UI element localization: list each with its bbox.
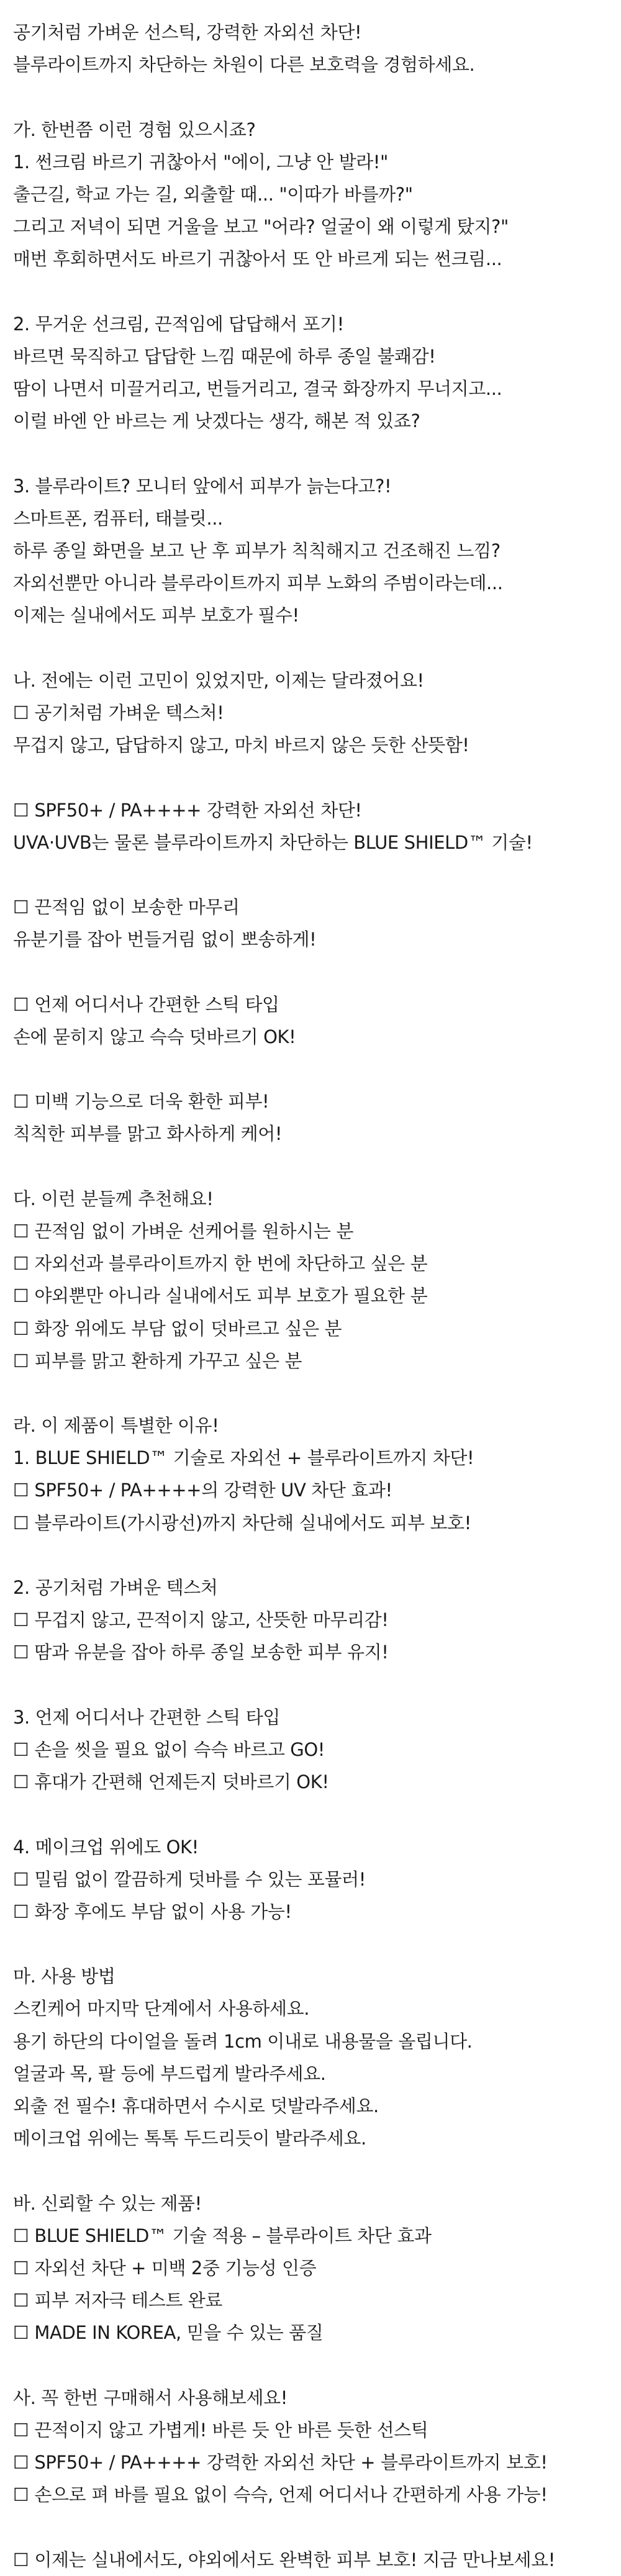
text-line: ☐ BLUE SHIELD™ 기술 적용 – 블루라이트 차단 효과 [13,2225,432,2246]
text-line: 2. 공기처럼 가벼운 텍스처 [13,1577,218,1598]
blank-line [13,1150,621,1183]
text-line: ☐ 무겁지 않고, 끈적이지 않고, 산뜻한 마무리감! [13,1609,389,1631]
text-line: ☐ 이제는 실내에서도, 야외에서도 완벽한 피부 보호! 지금 만나보세요! [13,2549,555,2570]
text-line: 가. 한번쯤 이런 경험 있으시죠? [13,119,256,140]
text-line: ☐ 공기처럼 가벼운 텍스처! [13,702,224,723]
text-line: 바르면 묵직하고 답답한 느낌 때문에 하루 종일 불쾌감! [13,345,436,367]
blank-line [13,761,621,793]
text-line: ☐ 손으로 펴 바를 필요 없이 슥슥, 언제 어디서나 간편하게 사용 가능! [13,2484,548,2506]
blank-line [13,2154,621,2187]
text-line: 땀이 나면서 미끌거리고, 번들거리고, 결국 화장까지 무너지고... [13,378,502,400]
text-line: 1. BLUE SHIELD™ 기술로 자외선 + 블루라이트까지 차단! [13,1447,474,1469]
blank-line [13,2511,621,2543]
blank-line [13,632,621,664]
text-line: ☐ SPF50+ / PA++++ 강력한 자외선 차단! [13,799,362,821]
text-line: ☐ 화장 위에도 부담 없이 덧바르고 싶은 분 [13,1317,342,1339]
text-line: 손에 묻히지 않고 슥슥 덧바르기 OK! [13,1026,296,1047]
text-line: ☐ 손을 씻을 필요 없이 슥슥 바르고 GO! [13,1738,325,1760]
text-line: ☐ 밀림 없이 깔끔하게 덧바를 수 있는 포뮬러! [13,1868,366,1890]
text-line: ☐ 끈적임 없이 보송한 마무리 [13,897,240,918]
text-line: 이제는 실내에서도 피부 보호가 필수! [13,605,299,626]
text-line: ☐ 끈적이지 않고 가볍게! 바른 듯 안 바른 듯한 선스틱 [13,2419,428,2441]
blank-line [13,1053,621,1085]
text-line: 스킨케어 마지막 단계에서 사용하세요. [13,1998,310,2020]
text-line: ☐ MADE IN KOREA, 믿을 수 있는 품질 [13,2322,324,2344]
blank-line [13,2349,621,2382]
text-line: 사. 꼭 한번 구매해서 사용해보세요! [13,2387,288,2408]
text-line: 매번 후회하면서도 바르기 귀찮아서 또 안 바르게 되는 썬크림... [13,248,502,270]
blank-line [13,1377,621,1409]
text-line: ☐ 자외선과 블루라이트까지 한 번에 차단하고 싶은 분 [13,1253,428,1275]
text-line: 외출 전 필수! 휴대하면서 수시로 덧발라주세요. [13,2095,379,2117]
text-line: 다. 이런 분들께 추천해요! [13,1188,214,1209]
blank-line [13,1669,621,1701]
text-line: ☐ 자외선 차단 + 미백 2중 기능성 인증 [13,2257,317,2279]
text-line: 라. 이 제품이 특별한 이유! [13,1415,219,1437]
text-line: 마. 사용 방법 [13,1966,116,1987]
blank-line [13,956,621,988]
text-line: ☐ 미백 기능으로 더욱 환한 피부! [13,1091,270,1113]
text-line: 유분기를 잡아 번들거림 없이 뽀송하게! [13,929,317,951]
text-line: 얼굴과 목, 팔 등에 부드럽게 발라주세요. [13,2063,326,2084]
text-line: UVA·UVB는 물론 블루라이트까지 차단하는 BLUE SHIELD™ 기술! [13,831,533,853]
text-line: ☐ 피부를 맑고 환하게 가꾸고 싶은 분 [13,1350,302,1372]
text-line: 하루 종일 화면을 보고 난 후 피부가 칙칙해지고 건조해진 느낌? [13,540,501,561]
text-line: ☐ SPF50+ / PA++++ 강력한 자외선 차단 + 블루라이트까지 보호! [13,2452,548,2474]
blank-line [13,1798,621,1830]
text-line: ☐ SPF50+ / PA++++의 강력한 UV 차단 효과! [13,1480,392,1501]
blank-line [13,81,621,113]
blank-line [13,437,621,469]
text-line: 이럴 바엔 안 바르는 게 낫겠다는 생각, 해본 적 있죠? [13,410,420,432]
text-line: 칙칙한 피부를 맑고 화사하게 케어! [13,1123,283,1145]
text-line: 바. 신뢰할 수 있는 제품! [13,2192,202,2214]
text-line: 나. 전에는 이런 고민이 있었지만, 이제는 달라졌어요! [13,669,424,691]
text-line: ☐ 화장 후에도 부담 없이 사용 가능! [13,1900,292,1922]
blank-line [13,1539,621,1571]
text-line: ☐ 언제 어디서나 간편한 스틱 타입 [13,993,279,1015]
text-line: 메이크업 위에는 톡톡 두드리듯이 발라주세요. [13,2128,366,2149]
text-line: 1. 썬크림 바르기 귀찮아서 "에이, 그냥 안 발라!" [13,151,388,173]
blank-line [13,276,621,308]
text-line: ☐ 피부 저자극 테스트 완료 [13,2290,223,2312]
text-line: ☐ 블루라이트(가시광선)까지 차단해 실내에서도 피부 보호! [13,1512,471,1534]
text-line: 3. 언제 어디서나 간편한 스틱 타입 [13,1706,280,1728]
text-line: 3. 블루라이트? 모니터 앞에서 피부가 늙는다고?! [13,475,392,497]
blank-line [13,859,621,891]
text-line: 자외선뿐만 아니라 블루라이트까지 피부 노화의 주범이라는데... [13,572,503,594]
text-line: 그리고 저녁이 되면 거울을 보고 "어라? 얼굴이 왜 이렇게 탔지?" [13,216,509,238]
text-line: ☐ 휴대가 간편해 언제든지 덧바르기 OK! [13,1771,329,1793]
text-line: 무겁지 않고, 답답하지 않고, 마치 바르지 않은 듯한 산뜻함! [13,734,469,756]
text-line: 2. 무거운 선크림, 끈적임에 답답해서 포기! [13,313,344,335]
blank-line [13,1928,621,1960]
text-line: ☐ 야외뿐만 아니라 실내에서도 피부 보호가 필요한 분 [13,1285,428,1307]
text-line: 용기 하단의 다이얼을 돌려 1cm 이내로 내용물을 올립니다. [13,2030,473,2052]
text-line: 4. 메이크업 위에도 OK! [13,1836,199,1858]
text-line: 출근길, 학교 가는 길, 외출할 때... "이따가 바를까?" [13,183,413,205]
text-line: 공기처럼 가벼운 선스틱, 강력한 자외선 차단! [13,22,362,43]
text-line: 블루라이트까지 차단하는 차원이 다른 보호력을 경험하세요. [13,54,475,76]
text-line: ☐ 땀과 유분을 잡아 하루 종일 보송한 피부 유지! [13,1642,389,1663]
text-line: 스마트폰, 컴퓨터, 태블릿... [13,507,223,529]
text-line: ☐ 끈적임 없이 가벼운 선케어를 원하시는 분 [13,1220,353,1242]
